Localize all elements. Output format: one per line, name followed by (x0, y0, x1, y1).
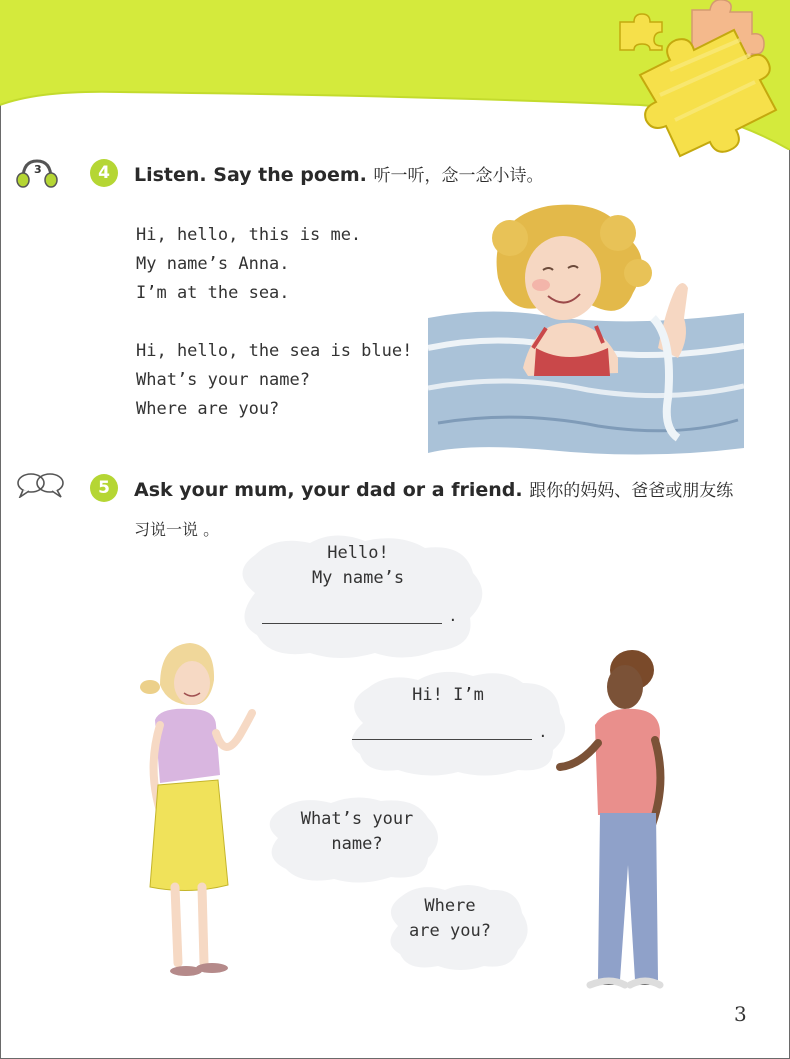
section-4-heading (134, 161, 543, 186)
speech-bubbles-icon (15, 472, 65, 498)
step-badge-5: 5 (90, 474, 118, 502)
section-5-title-en: Ask your mum, your dad or a friend. (134, 479, 523, 501)
bubble-2-text: Hi! I’m (412, 685, 484, 705)
step-badge-4: 4 (90, 159, 118, 187)
bubble-2-dot: . (540, 721, 546, 742)
section-4-title-en: Listen. Say the poem. (134, 164, 367, 186)
puzzle-piece-small-yellow (620, 14, 662, 50)
children-talking-illustration (120, 625, 680, 1005)
answer-line-name[interactable] (262, 623, 442, 624)
boy-figure (560, 650, 660, 985)
poem (136, 221, 412, 424)
section-5-heading (134, 476, 733, 501)
poem-line: What’s your name? (136, 370, 310, 390)
bubble-1-dot: . (450, 605, 456, 626)
bubble-4-text: Where are you? (409, 896, 491, 941)
bubble-3-text: What’s your name? (300, 809, 414, 854)
section-5-title-zh: 跟你的妈妈、爸爸或朋友练 (529, 481, 734, 501)
puzzle-pieces-decoration (600, 0, 790, 165)
poem-line: My name’s Anna. (136, 254, 290, 274)
page-number: 3 (734, 1002, 747, 1026)
section-4-title-zh: 听一听，念一念小诗。 (373, 166, 544, 186)
track-number: 3 (34, 163, 42, 176)
section-5-title-zh-line2: 习说一说 。 (134, 520, 220, 539)
anna-in-sea-illustration (428, 198, 744, 458)
girl-figure (140, 643, 252, 976)
poem-line: Where are you? (136, 399, 280, 419)
poem-line: Hi, hello, this is me. (136, 225, 362, 245)
poem-line: I’m at the sea. (136, 283, 290, 303)
poem-line (136, 308, 412, 337)
poem-line: Hi, hello, the sea is blue! (136, 341, 413, 361)
bubble-1-text: Hello! My name’s (311, 543, 405, 588)
